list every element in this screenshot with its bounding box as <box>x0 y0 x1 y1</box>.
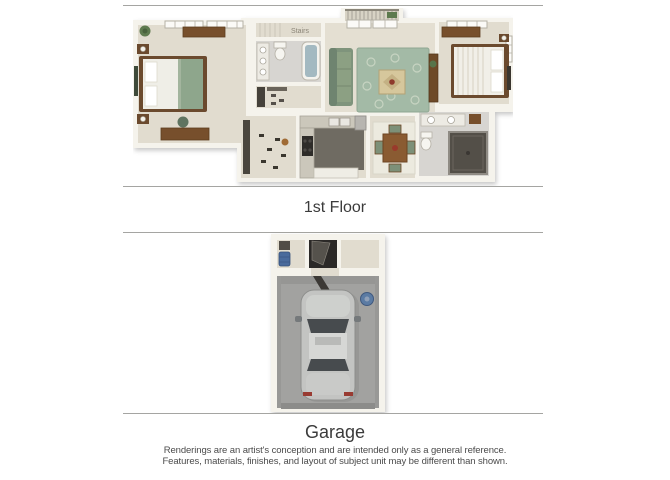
garage-entry-area <box>277 240 379 268</box>
bathtub-icon <box>302 42 320 80</box>
centerpiece-icon <box>392 145 398 151</box>
disclaimer <box>0 446 670 467</box>
cabinet <box>469 114 481 124</box>
sofa <box>329 48 353 106</box>
shower <box>449 132 487 174</box>
cabinets <box>314 168 358 178</box>
divider-bottom <box>123 413 543 414</box>
bed-2 <box>451 44 509 98</box>
water-heater-icon <box>279 252 290 266</box>
shop-vac-icon <box>361 293 374 306</box>
stove <box>302 136 313 156</box>
garage-plan-image <box>255 232 400 414</box>
dining-area <box>373 122 415 174</box>
wall-art <box>507 66 511 90</box>
closet-shelf <box>257 87 265 107</box>
disclaimer-line-2: Features, materials, finishes, and layout of subject unit may be different than shown. <box>162 455 508 467</box>
bag-icon <box>282 139 289 146</box>
desk <box>161 128 209 140</box>
disclaimer-line-1: Renderings are an artist's conception and are intended only as a general reference. <box>163 445 507 456</box>
shelf <box>279 241 290 250</box>
caption-garage: Garage <box>304 422 366 442</box>
first-floor-plan-image <box>133 8 513 186</box>
lamp-icon <box>141 47 146 52</box>
desk-chair <box>178 117 189 128</box>
console-table <box>429 54 438 102</box>
stairs-label: Stairs <box>291 28 309 35</box>
car-top-view-icon <box>295 290 361 402</box>
refrigerator <box>355 116 366 130</box>
divider-top <box>123 5 543 6</box>
coffee-table <box>379 70 405 94</box>
kitchen-floor <box>306 126 364 170</box>
divider-mid-upper <box>123 186 543 187</box>
caption-first-floor: 1st Floor <box>303 199 367 216</box>
dresser <box>442 27 480 37</box>
toilet-icon <box>421 132 432 150</box>
lamp-icon <box>141 117 146 122</box>
master-bed <box>139 56 207 112</box>
kitchen <box>300 116 366 178</box>
sink-icon <box>260 47 266 75</box>
lamp-icon <box>502 36 506 40</box>
plant-icon <box>430 61 437 68</box>
closet-shelf <box>243 120 250 174</box>
wall-art <box>134 66 138 96</box>
garage-door-threshold <box>281 403 375 409</box>
garage-room <box>277 268 379 409</box>
dresser <box>183 27 225 37</box>
toilet-icon <box>274 42 286 60</box>
balcony-planter-icon <box>387 12 397 18</box>
